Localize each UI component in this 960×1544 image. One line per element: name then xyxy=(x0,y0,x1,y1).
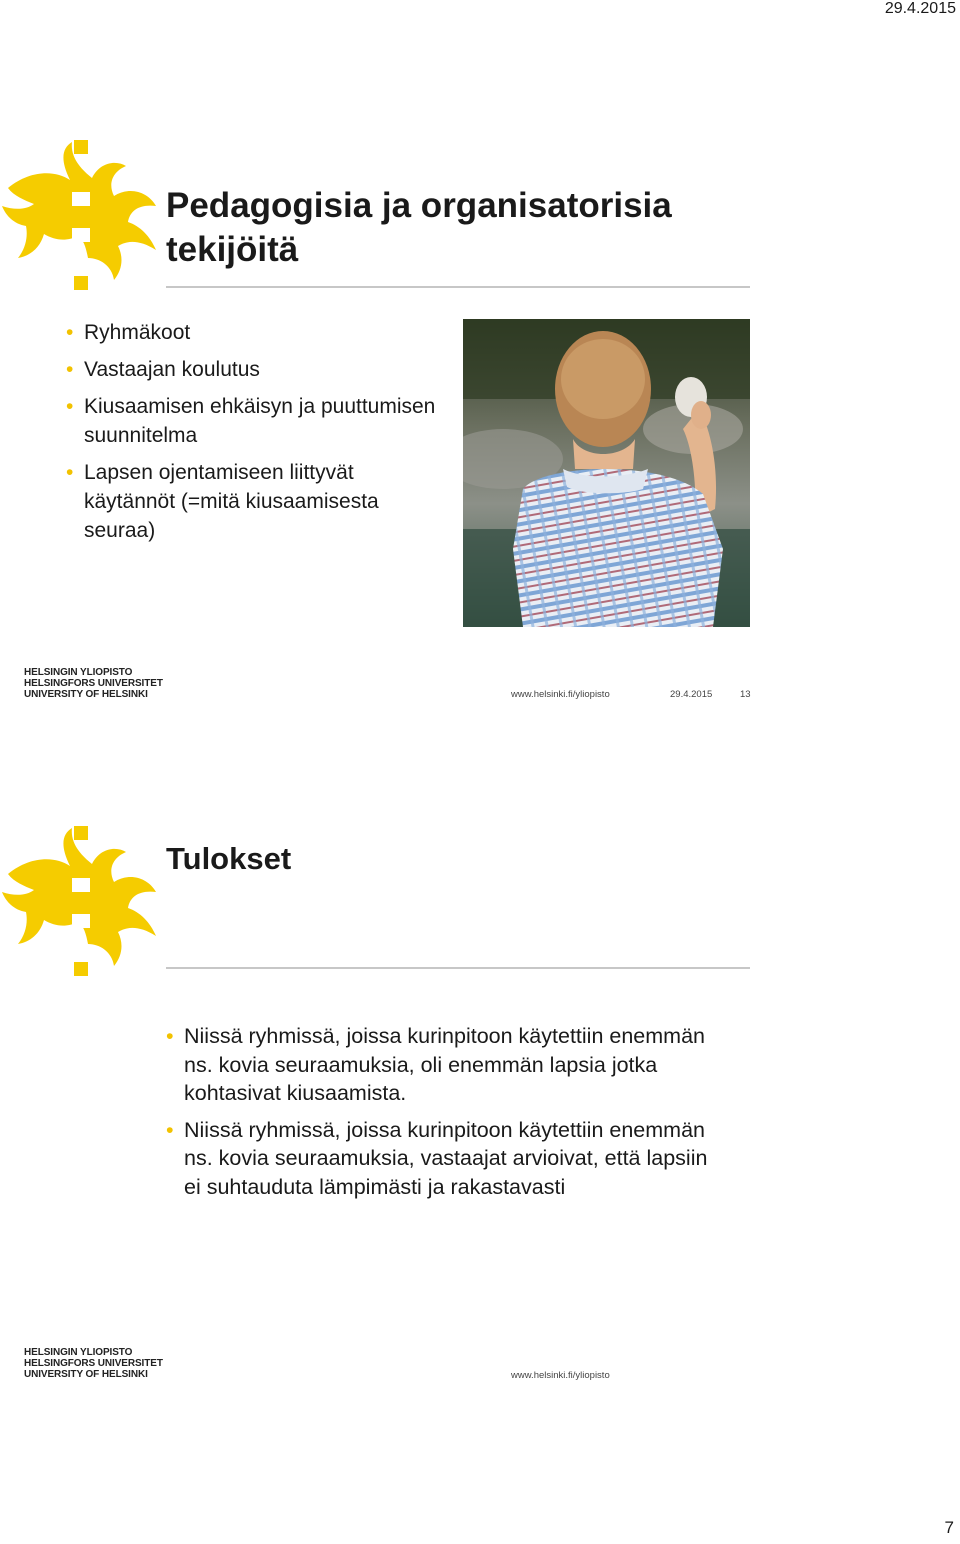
list-item: • Kiusaamisen ehkäisyn ja puuttumisen suunnitelma xyxy=(66,392,436,450)
slide-number: 13 xyxy=(740,689,751,700)
footer-url: www.helsinki.fi/yliopisto xyxy=(511,689,610,700)
list-item: • Vastaajan koulutus xyxy=(66,355,436,384)
bullet-icon: • xyxy=(66,461,74,484)
bullet-icon: • xyxy=(66,358,74,381)
slide-title: Pedagogisia ja organisatorisia tekijöitä xyxy=(166,186,672,269)
bullet-list xyxy=(166,1022,726,1209)
list-item: • Niissä ryhmissä, joissa kurinpitoon käytettiin enemmän ns. kovia seuraamuksia, vastaajat arvioivat, että lapsiin ei suhtauduta lämpimästi ja rakastavasti xyxy=(166,1117,708,1199)
university-flame-logo xyxy=(0,140,170,290)
slide-results xyxy=(0,810,960,1400)
list-item: • Niissä ryhmissä, joissa kurinpitoon käytettiin enemmän ns. kovia seuraamuksia, oli enemmän lapsia jotka kohtasivat kiusaamista. xyxy=(166,1024,705,1105)
university-name: HELSINGIN YLIOPISTO HELSINGFORS UNIVERSITET UNIVERSITY OF HELSINKI xyxy=(24,667,163,700)
title-divider xyxy=(166,286,750,288)
page-number: 7 xyxy=(944,1518,954,1537)
list-item: • Ryhmäkoot xyxy=(66,318,436,347)
university-flame-logo xyxy=(0,826,170,976)
bullet-list xyxy=(66,318,436,553)
slide-title: Tulokset xyxy=(166,841,292,876)
boy-throwing-stone-photo xyxy=(463,319,750,627)
slide-13 xyxy=(0,130,960,720)
university-name: HELSINGIN YLIOPISTO HELSINGFORS UNIVERSITET UNIVERSITY OF HELSINKI xyxy=(24,1347,163,1380)
header-date: 29.4.2015 xyxy=(884,0,956,17)
footer-date: 29.4.2015 xyxy=(670,689,713,700)
bullet-icon: • xyxy=(66,395,74,418)
footer-url: www.helsinki.fi/yliopisto xyxy=(511,1370,610,1381)
bullet-icon: • xyxy=(66,321,74,344)
title-divider xyxy=(166,967,750,969)
bullet-icon: • xyxy=(166,1024,174,1048)
bullet-icon: • xyxy=(166,1117,174,1142)
list-item: • Lapsen ojentamiseen liittyvät käytännöt (=mitä kiusaamisesta seuraa) xyxy=(66,458,436,545)
